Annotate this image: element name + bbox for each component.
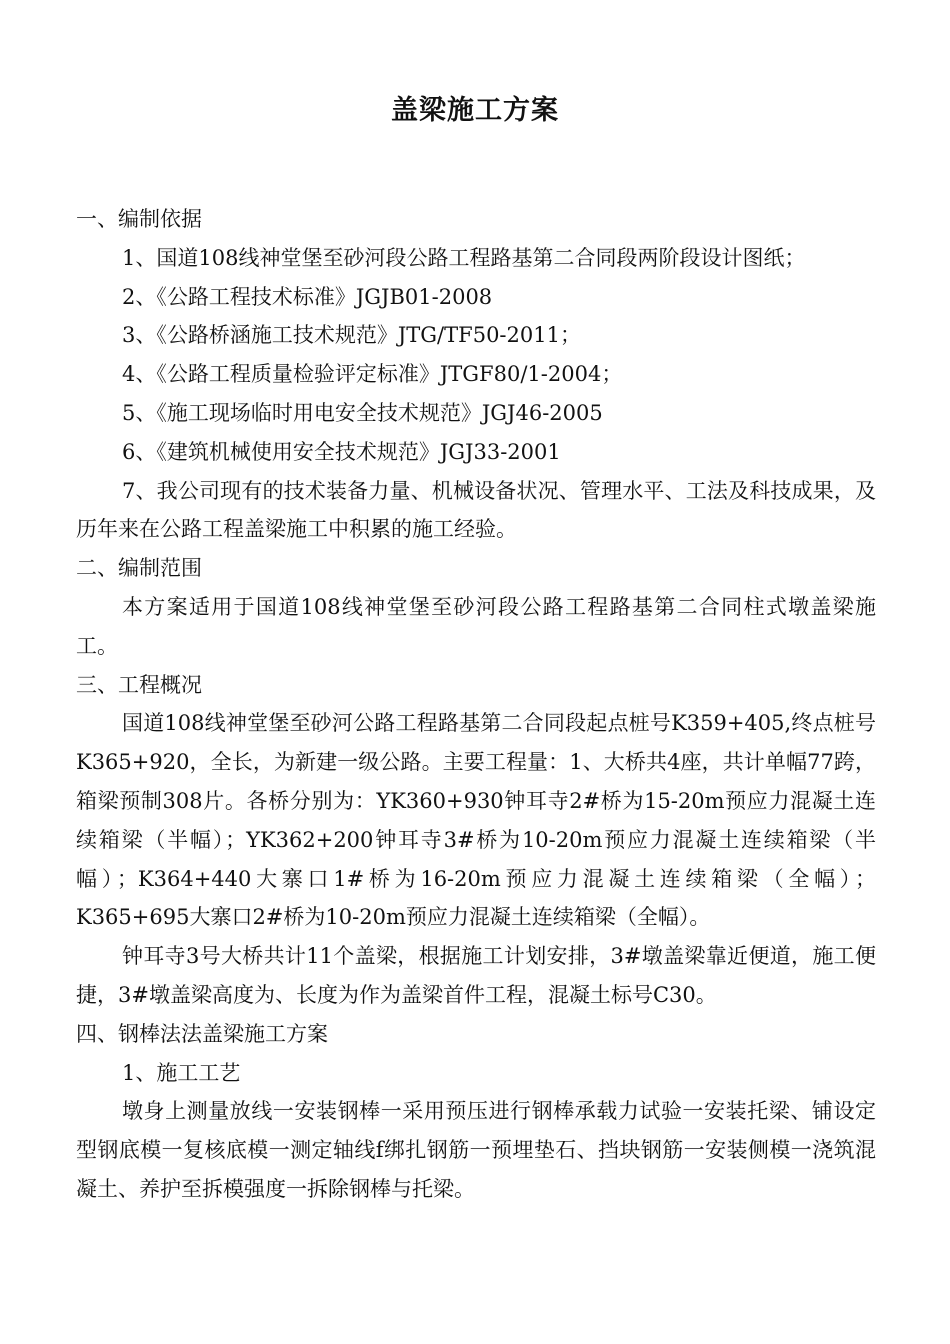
document-body xyxy=(76,200,876,1209)
basis-item-5: 5、《施工现场临时用电安全技术规范》JGJ46-2005 xyxy=(122,400,603,425)
basis-item-1: 1、国道108线神堂堡至砂河段公路工程路基第二合同段两阶段设计图纸； xyxy=(122,245,806,270)
basis-item-4: 4、《公路工程质量检验评定标准》JTGF80/1-2004； xyxy=(122,362,623,387)
basis-item-2: 2、《公路工程技术标准》JGJB01-2008 xyxy=(122,284,493,309)
overview-paragraph-2: 钟耳寺3号大桥共计11个盖梁，根据施工计划安排，3#墩盖梁靠近便道，施工便捷，3#墩盖梁高度为、长度为作为盖梁首件工程，混凝土标号C30。 xyxy=(76,944,876,1007)
section-heading-basis: 一、编制依据 xyxy=(76,207,202,231)
method-subheading: 1、施工工艺 xyxy=(122,1060,241,1085)
scope-paragraph: 本方案适用于国道108线神堂堡至砂河段公路工程路基第二合同柱式墩盖梁施工。 xyxy=(76,594,876,658)
basis-item-6: 6、《建筑机械使用安全技术规范》JGJ33-2001 xyxy=(122,439,561,464)
overview-paragraph-1: 国道108线神堂堡至砂河公路工程路基第二合同段起点桩号K359+405,终点桩号K365+920，全长，为新建一级公路。主要工程量：1、大桥共4座，共计单幅77跨，箱梁预制308片。各桥分别为：YK360+930钟耳寺2#桥为15-20m预应力混凝土连续箱梁（半幅）；YK362+200钟耳寺3#桥为10-20m预应力混凝土连续箱梁（半幅）；K364+440大寨口1#桥为16-20m预应力混凝土连续箱梁（全幅）；K365+695大寨口2#桥为10-20m预应力混凝土连续箱梁（全幅）。 xyxy=(76,711,876,930)
basis-item-7: 7、我公司现有的技术装备力量、机械设备状况、管理水平、工法及科技成果，及历年来在公路工程盖梁施工中积累的施工经验。 xyxy=(76,478,876,542)
document-title: 盖梁施工方案 xyxy=(391,95,559,126)
method-paragraph: 墩身上测量放线一安装钢棒一采用预压进行钢棒承载力试验一安装托梁、铺设定型钢底模一复核底模一测定轴线f绑扎钢筋一预埋垫石、挡块钢筋一安装侧模一浇筑混凝土、养护至拆模强度一拆除钢棒与托梁。 xyxy=(76,1099,876,1201)
basis-item-3: 3、《公路桥涵施工技术规范》JTG/TF50-2011； xyxy=(122,323,581,348)
section-heading-overview: 三、工程概况 xyxy=(76,672,202,697)
section-heading-method: 四、钢棒法法盖梁施工方案 xyxy=(76,1021,328,1046)
section-heading-scope: 二、编制范围 xyxy=(76,556,202,581)
